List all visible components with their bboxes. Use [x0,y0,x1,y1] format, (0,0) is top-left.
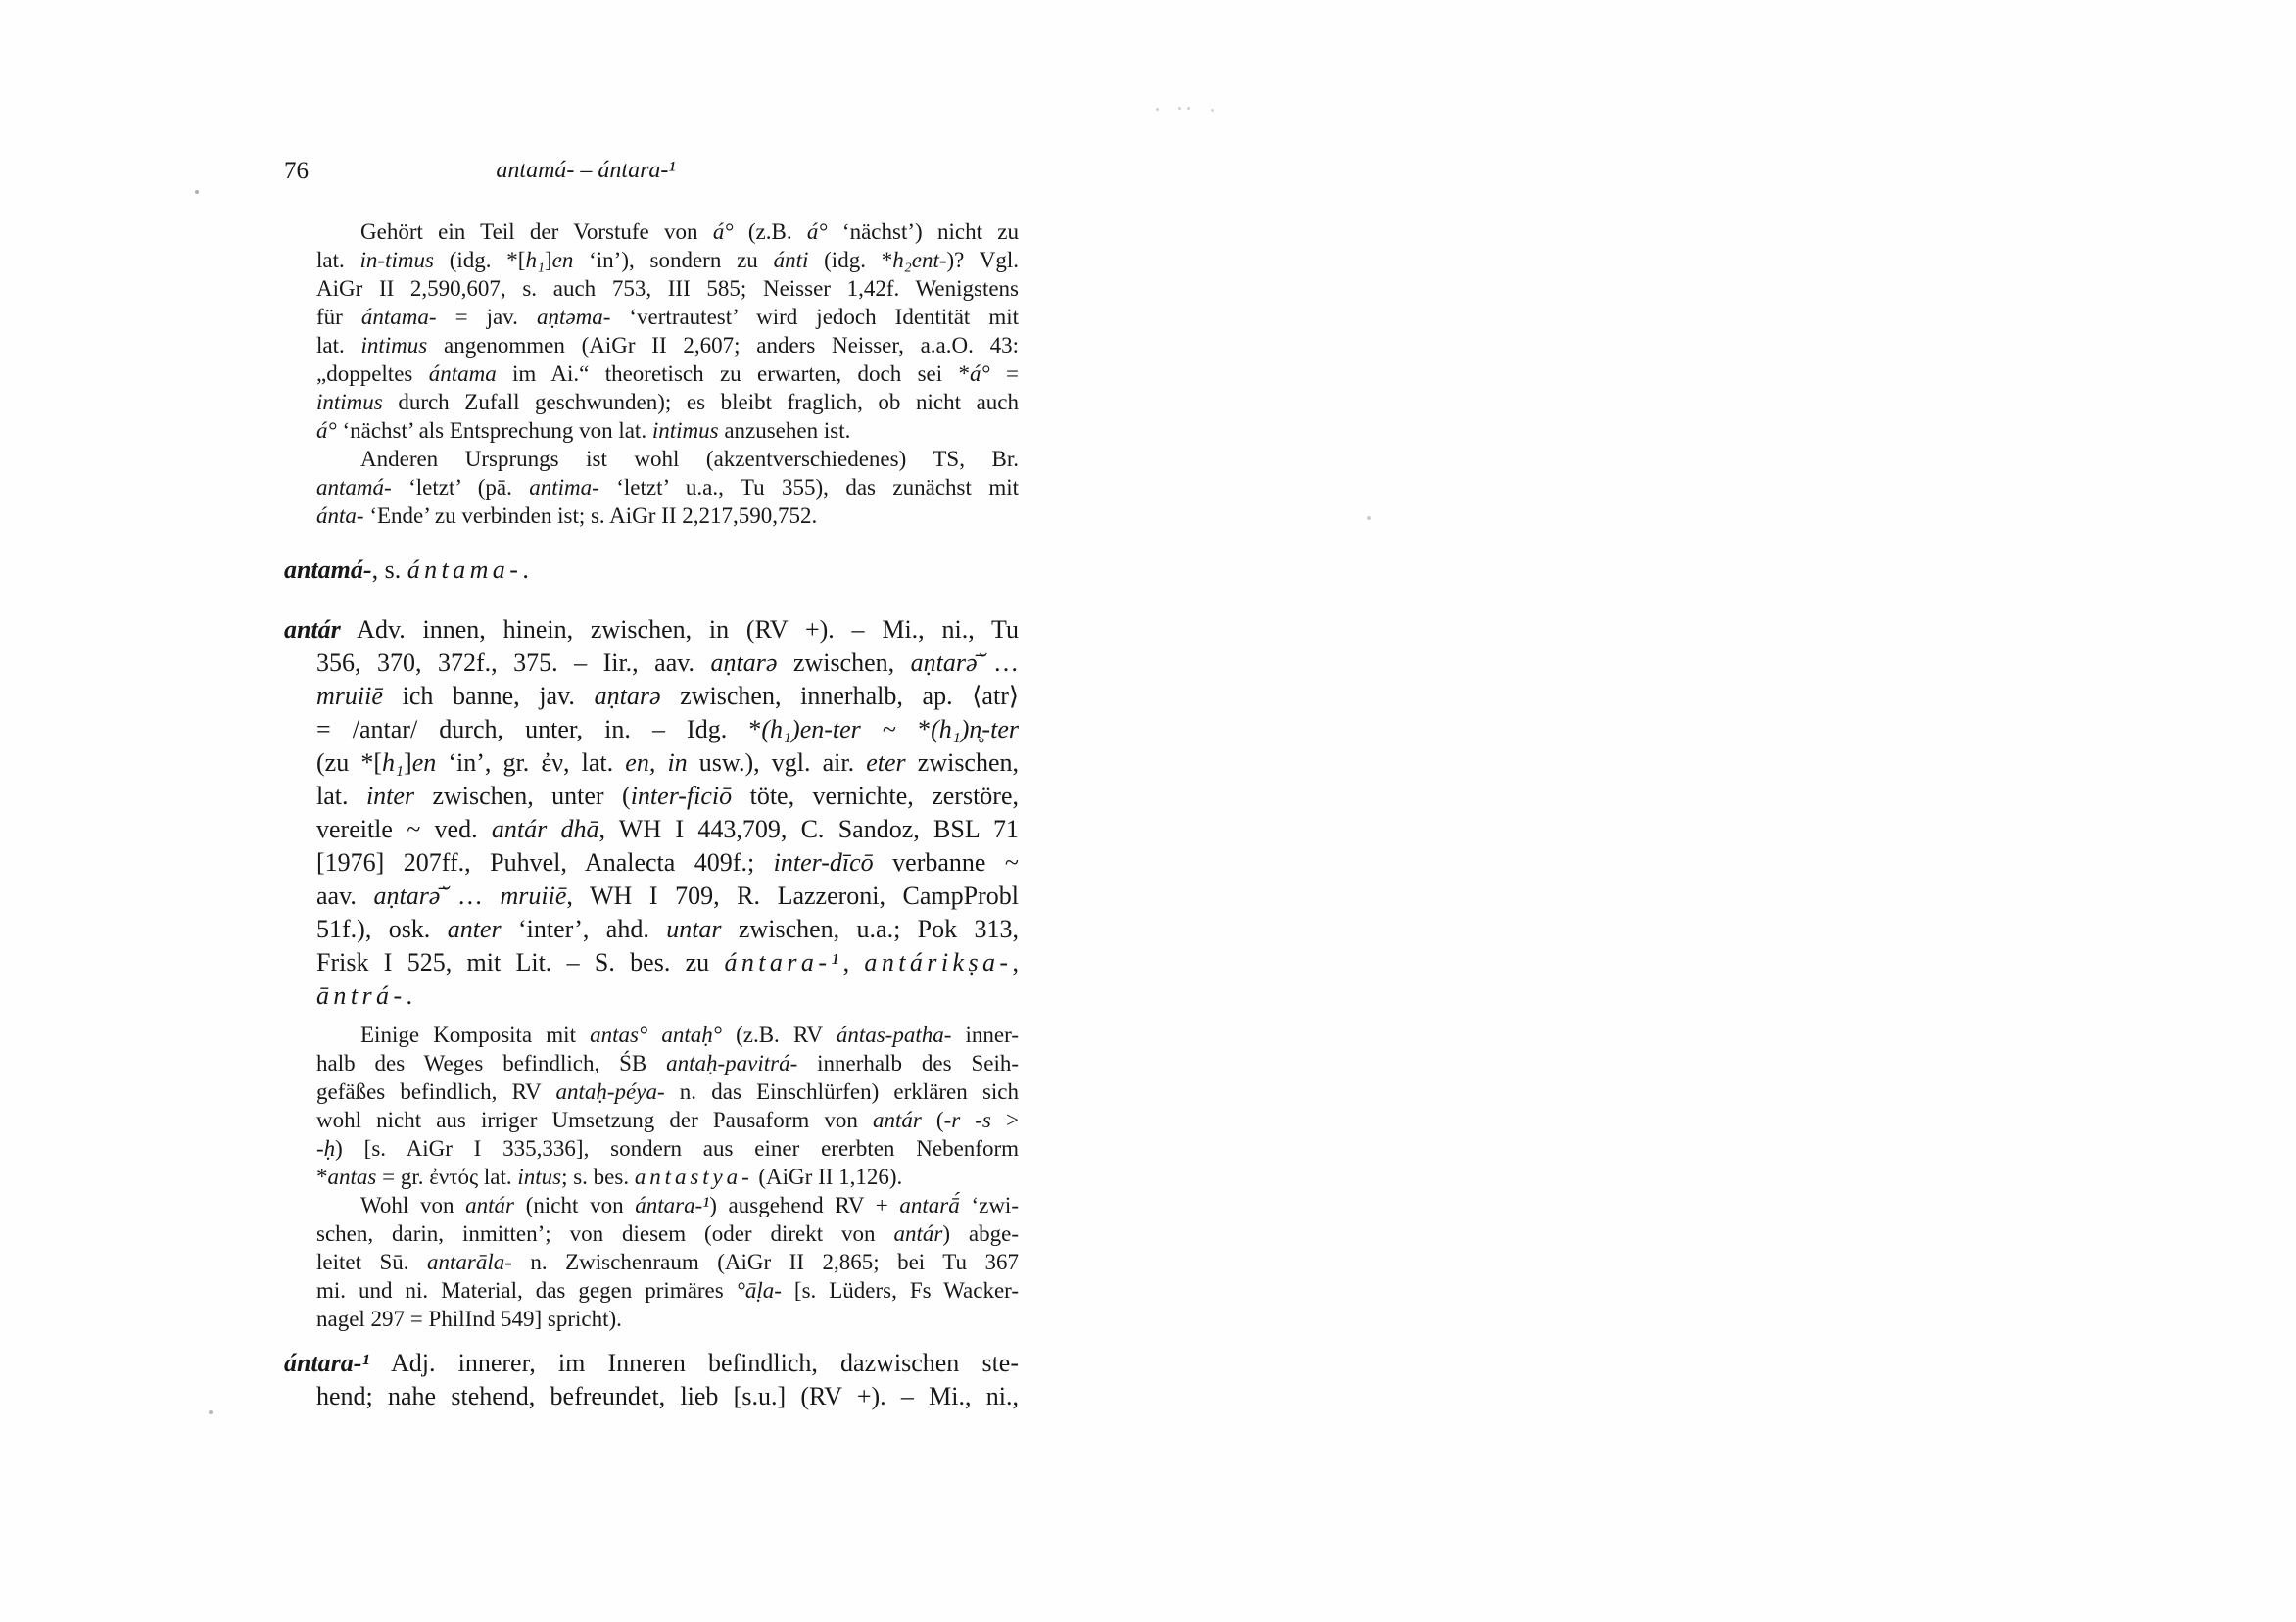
block-petit [316,1021,1019,1191]
text-segment: angenommen (AiGr II 2,607; anders Neisser, a.a.O. 43: [427,333,1019,358]
text-line [284,946,1019,979]
text-blocks [284,217,1019,1413]
text-segment: aav. [316,882,374,910]
text-segment: = /antar/ durch, unter, in. – Idg. * [316,715,762,743]
text-line [316,1163,1019,1191]
text-segment: intimus [360,333,428,358]
text-segment: antár [893,1221,943,1246]
text-segment: ‘in’, gr. ἐν, lat. [436,748,626,777]
text-segment: aṇtarə̄̆ [373,882,441,910]
text-segment: wohl nicht aus irriger Umsetzung der Pausaform von [316,1108,873,1132]
text-segment: aṇtarə [710,648,778,677]
text-segment: Einige Komposita mit [360,1023,591,1047]
text-segment: Wohl von [360,1193,466,1217]
text-segment: untar [666,915,722,943]
text-segment: (h₁)n̥-ter [931,715,1019,743]
scan-speck [195,190,199,194]
text-segment: h₂ent- [892,248,947,272]
text-line [316,501,1019,530]
text-segment: , s. [371,555,407,584]
text-segment: [s. Lüders, Fs Wacker- [781,1278,1019,1303]
text-segment: ‘Ende’ zu verbinden ist; s. AiGr II 2,217,590,752. [363,503,818,528]
text-segment: . [406,981,413,1010]
text-segment: in-timus [359,248,434,272]
text-segment: intimus [316,390,383,414]
text-segment: antima- [529,475,599,500]
text-segment: 51f.), osk. [316,915,448,943]
text-segment: antárikṣa- [864,948,1013,977]
text-segment: innerhalb des Seih- [797,1051,1019,1075]
text-segment: anzusehen ist. [718,418,851,443]
text-segment: zwischen, innerhalb, ap. ⟨atr⟩ [660,682,1019,710]
text-line [316,1305,1019,1333]
text-segment: 356, 370, 372f., 375. – Iir., aav. [316,648,711,677]
text-segment: en [551,248,574,272]
block-petit [316,1191,1019,1333]
text-segment: antastya- [634,1165,753,1189]
text-line [316,1049,1019,1077]
text-segment: im Ai.“ theoretisch zu erwarten, doch sei * [496,361,970,386]
text-segment: lat. [316,333,361,358]
text-segment: antas [327,1165,377,1189]
text-segment: (zu *[ [316,748,382,777]
text-segment: hend; nahe stehend, befreundet, lieb [s.u.] (RV +). – Mi., ni., [316,1382,1019,1410]
text-line [284,713,1019,746]
text-segment: ] [404,748,412,777]
text-segment: AiGr II 2,590,607, s. auch 753, III 585; Neisser 1,42f. Wenigstens [316,276,1019,301]
text-segment: verbanne ~ [873,848,1019,877]
text-segment: (nicht von [514,1193,636,1217]
text-segment: lat. [316,248,360,272]
text-line [316,303,1019,331]
text-segment: antarāla- [427,1250,512,1274]
text-segment: > [990,1108,1019,1132]
block-petit [316,445,1019,530]
text-segment: ) abge- [942,1221,1019,1246]
text-line [316,1248,1019,1276]
text-segment: ‘in’), sondern zu [573,248,774,272]
text-segment: antarā́ [899,1193,960,1217]
text-segment: ántama- [360,305,437,329]
block-entry [284,1347,1019,1413]
text-line [316,246,1019,274]
text-segment: ‘letzt’ u.a., Tu 355), das zunächst mit [598,475,1019,500]
block-entry [284,613,1019,1013]
page-header [284,157,1019,185]
text-segment: ántara-¹ [724,948,843,977]
text-segment: für [316,305,361,329]
block-petit [316,217,1019,445]
text-line [316,1134,1019,1163]
text-segment: zwischen, unter ( [414,782,631,810]
text-line [284,913,1019,946]
text-segment: ( [921,1108,944,1132]
text-segment: ‘nächst’ als Entsprechung von lat. [336,418,652,443]
text-segment: á° [316,418,337,443]
text-segment: ) ausgehend RV + [709,1193,900,1217]
scan-speck [1187,107,1190,110]
text-line [316,473,1019,501]
text-segment: = jav. [436,305,537,329]
text-line [316,331,1019,359]
text-segment: (z.B. RV [721,1023,837,1047]
running-head: antamá- – ántara-¹ [496,158,676,183]
text-segment: ‘inter’, ahd. [501,915,667,943]
text-line [284,1347,1019,1380]
text-segment: anter [447,915,502,943]
text-segment: ‘zwi- [959,1193,1019,1217]
text-segment: aṇtarə [594,682,661,710]
block-xref [284,553,1019,587]
text-segment: inter-ficiō [630,782,733,810]
text-segment: antár [872,1108,922,1132]
text-line [316,1219,1019,1248]
text-segment: Gehört ein Teil der Vorstufe von [360,219,713,244]
text-segment: inter [365,782,415,810]
text-segment: durch Zufall geschwunden); es bleibt fraglich, ob nicht auch [382,390,1019,414]
text-segment: schen, darin, inmitten’; von diesem (oder direkt von [316,1221,894,1246]
text-segment: h₁ [381,748,405,777]
page-number: 76 [284,158,309,184]
text-segment: -ḥ [316,1136,336,1161]
text-segment: ántama- [407,555,523,584]
text-segment: antamá- [284,555,372,584]
text-segment: zwischen, [905,748,1019,777]
text-segment: Adv. innen, hinein, zwischen, in (RV +). – Mi., ni., Tu [340,615,1019,644]
text-segment: ántas-patha- [836,1023,952,1047]
text-segment: usw.), vgl. air. [687,748,867,777]
text-segment: , [842,948,865,977]
text-line [316,274,1019,303]
text-segment: halb des Weges befindlich, ŚB [316,1051,667,1075]
text-segment: gefäßes befindlich, RV [316,1079,556,1104]
scan-speck [1211,109,1214,112]
text-line [316,445,1019,473]
text-segment: mi. und ni. Material, das gegen primäres [316,1278,737,1303]
text-line [316,1106,1019,1134]
text-segment: n. Zwischenraum (AiGr II 2,865; bei Tu 367 [511,1250,1019,1274]
text-segment: n. das Einschlürfen) erklären sich [664,1079,1019,1104]
text-column [284,157,1019,1413]
text-segment: (idg. *[ [433,248,526,272]
text-segment: [1976] 207ff., Puhvel, Analecta 409f.; [316,848,774,877]
text-segment: antár dhā [491,815,599,843]
text-segment: ; s. bes. [561,1165,635,1189]
text-segment: antaḥ-pavitrá- [666,1051,798,1075]
text-segment: ich banne, jav. [382,682,595,710]
text-line [284,880,1019,913]
text-segment: ‘nächst’) nicht zu [827,219,1019,244]
text-segment: antamá- [316,475,392,500]
text-segment: aṇtarə̄̆ [910,648,978,677]
text-segment: antas° antaḥ° [590,1023,722,1047]
text-segment: inter-dīcō [773,848,874,877]
text-segment: á° [712,219,734,244]
text-line [316,416,1019,445]
text-segment: , WH I 709, R. Lazzeroni, CampProbl [566,882,1019,910]
text-segment: vereitle ~ ved. [316,815,492,843]
text-segment: °āḷa- [736,1278,782,1303]
text-line [316,1021,1019,1049]
text-segment: ántama [428,361,497,386]
text-segment: zwischen, u.a.; Pok 313, [721,915,1019,943]
scan-speck [1156,108,1159,111]
text-segment: intimus [651,418,719,443]
text-line [284,813,1019,846]
text-segment: intus [517,1165,562,1189]
text-segment: h₁ [525,248,545,272]
text-line [316,388,1019,416]
text-segment: aṇtəma- [536,305,611,329]
text-segment: … [440,882,501,910]
text-segment: „doppeltes [316,361,429,386]
text-segment: * [316,1165,328,1189]
text-line [316,1191,1019,1219]
text-line [284,979,1019,1013]
text-segment: -r -s [943,1108,991,1132]
scan-speck [1178,107,1181,110]
text-segment: inner- [951,1023,1019,1047]
text-line [284,1380,1019,1413]
scan-speck [1367,516,1371,520]
text-line [316,1077,1019,1106]
text-segment: lat. [316,782,366,810]
text-line [284,553,1019,587]
text-line [284,846,1019,880]
text-segment: (AiGr II 1,126). [752,1165,903,1189]
text-segment: en [411,748,437,777]
text-line [316,217,1019,246]
text-segment: = [989,361,1019,386]
text-segment: en, in [625,748,688,777]
text-line [284,613,1019,646]
text-segment: ~ * [860,715,932,743]
text-segment: leitet Sū. [316,1250,427,1274]
text-segment: mruiiē [500,882,567,910]
text-segment: ánti [773,248,809,272]
text-segment: ántara-¹ [284,1349,370,1377]
text-segment: Anderen Ursprungs ist wohl (akzentverschiedenes) TS, Br. [360,447,1019,471]
text-line [284,646,1019,680]
text-segment: (h₁)en-ter [761,715,861,743]
text-line [284,746,1019,780]
text-segment: ) [s. AiGr I 335,336], sondern aus einer ererbten Nebenform [335,1136,1019,1161]
text-segment: töte, vernichte, zerstöre, [732,782,1019,810]
text-segment: Adj. innerer, im Inneren befindlich, dazwischen ste- [369,1349,1019,1377]
text-segment: . [522,555,529,584]
text-segment: antár [465,1193,515,1217]
text-segment: á° [806,219,828,244]
text-segment: … [977,648,1019,677]
text-line [284,780,1019,813]
text-segment: (idg. * [808,248,893,272]
text-segment: āntrá- [316,981,407,1010]
text-segment: ] [544,248,552,272]
text-segment: (z.B. [733,219,807,244]
text-segment: á° [969,361,990,386]
text-segment: zwischen, [777,648,911,677]
text-segment: nagel 297 = PhilInd 549] spricht). [316,1307,622,1331]
text-segment: , WH I 443,709, C. Sandoz, BSL 71 [598,815,1019,843]
text-segment: ánta- [316,503,364,528]
text-segment: eter [866,748,906,777]
text-line [316,1276,1019,1305]
text-line [284,680,1019,713]
text-segment: mruiiē [316,682,383,710]
text-segment: , [1012,948,1019,977]
text-segment: ‘vertrautest’ wird jedoch Identität mit [610,305,1019,329]
text-line [316,359,1019,388]
text-segment: )? Vgl. [946,248,1019,272]
scan-speck [209,1410,213,1414]
text-segment: ‘letzt’ (pā. [391,475,530,500]
text-segment: = gr. ἐντός lat. [376,1165,518,1189]
text-segment: antár [284,615,341,644]
text-segment: Frisk I 525, mit Lit. – S. bes. zu [316,948,725,977]
text-segment: ántara-¹ [635,1193,710,1217]
text-segment: antaḥ-péya- [555,1079,665,1104]
